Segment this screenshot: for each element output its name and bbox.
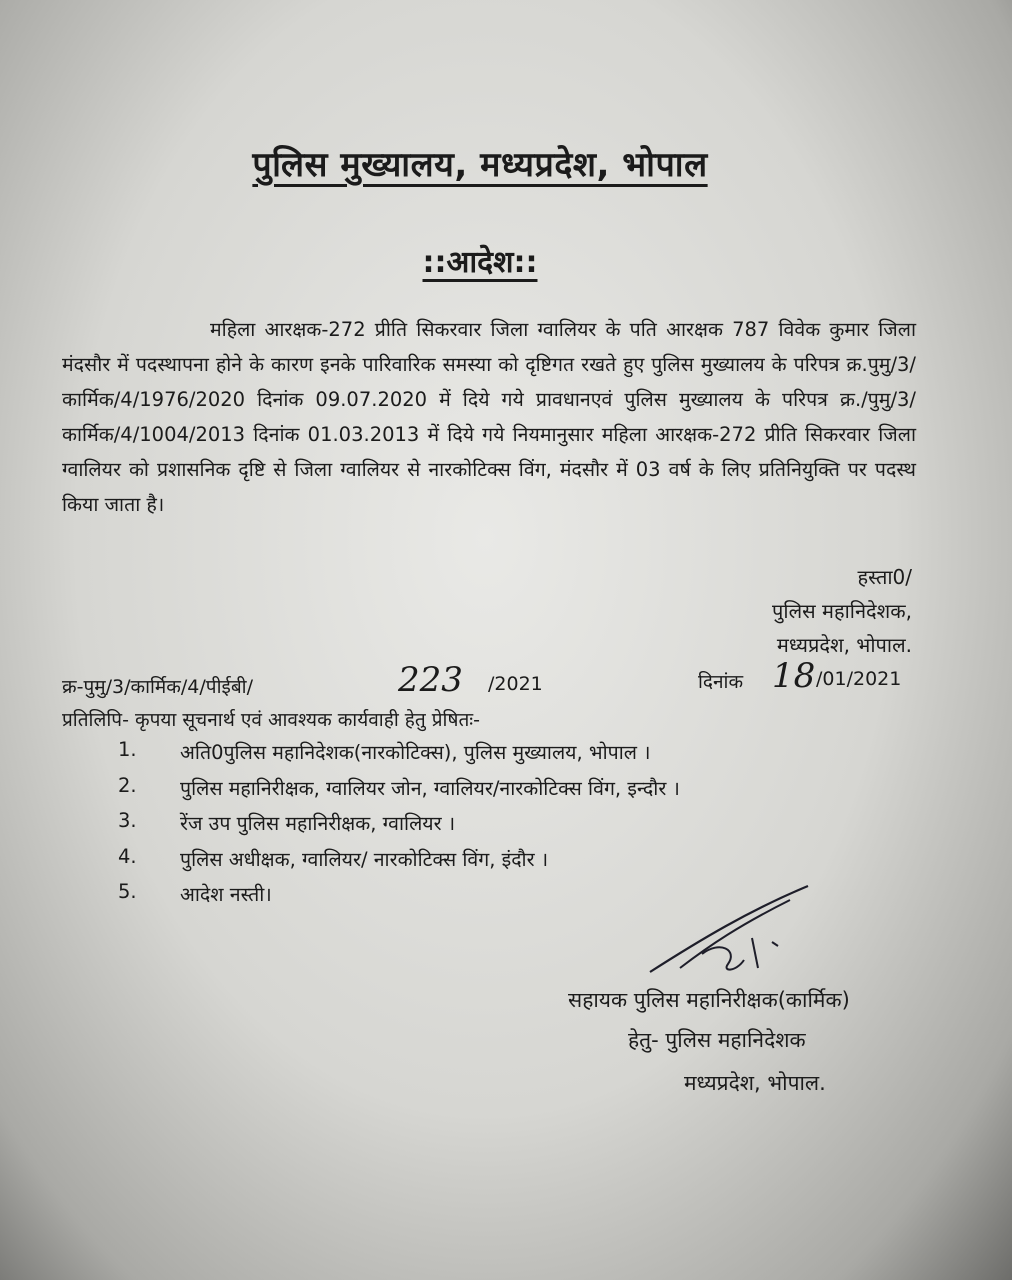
signed-mark: हस्ता0/ — [857, 565, 912, 589]
list-item-text: पुलिस अधीक्षक, ग्वालियर/ नारकोटिक्स विंग, इंदौर । — [180, 847, 549, 871]
list-item-text: पुलिस महानिरीक्षक, ग्वालियर जोन, ग्वालियर/नारकोटिक्स विंग, इन्दौर । — [180, 776, 680, 800]
list-item-text: अति0पुलिस महानिदेशक(नारकोटिक्स), पुलिस मुख्यालय, भोपाल । — [180, 741, 651, 764]
assistant-place: मध्यप्रदेश, भोपाल. — [684, 1071, 826, 1095]
list-item-number: 3. — [118, 809, 137, 832]
signatory-designation: पुलिस महानिदेशक, — [772, 599, 912, 623]
handwritten-number: 223 — [398, 660, 463, 700]
reference-year: /2021 — [488, 673, 543, 695]
list-item-number: 1. — [118, 738, 137, 761]
list-item-number: 4. — [118, 844, 137, 868]
handwritten-signature — [640, 880, 820, 980]
date-label: दिनांक — [698, 671, 744, 693]
office-title: पुलिस मुख्यालय, मध्यप्रदेश, भोपाल — [252, 145, 708, 185]
assistant-on-behalf: हेतु- पुलिस महानिदेशक — [628, 1028, 806, 1052]
list-item-text: रेंज उप पुलिस महानिरीक्षक, ग्वालियर । — [180, 812, 456, 835]
order-paragraph: महिला आरक्षक-272 प्रीति सिकरवार जिला ग्वालियर के पति आरक्षक 787 विवेक कुमार जिला मंदसौर में पदस्थापना होने के कारण इनके पारिवारिक समस्या को दृष्टिगत रखते हुए पुलिस मुख्यालय के परिपत्र क्र.पुमु/3/कार्मिक/4/1976/2020 दिनांक 09.07.2020 में दिये गये प्रावधानएवं पुलिस मुख्यालय के परिपत्र क्र./पुमु/3/कार्मिक/4/1004/2013 दिनांक 01.03.2013 में दिये गये नियमानुसार महिला आरक्षक-272 प्रीति सिकरवार जिला ग्वालियर को प्रशासनिक दृष्टि से जिला ग्वालियर से नारकोटिक्स विंग, मंदसौर में 03 वर्ष के लिए प्रतिनियुक्ति पर पदस्थ किया जाता है। — [62, 318, 916, 516]
signatory-place: मध्यप्रदेश, भोपाल. — [776, 633, 912, 657]
copy-to-heading: प्रतिलिपि- कृपया सूचनार्थ एवं आवश्यक कार्यवाही हेतु प्रेषितः- — [62, 709, 480, 731]
list-item-text: आदेश नस्ती। — [180, 883, 272, 906]
handwritten-day: 18 — [772, 656, 816, 696]
list-item-number: 5. — [118, 880, 137, 903]
list-item-number: 2. — [118, 773, 137, 797]
order-heading: ::आदेश:: — [422, 245, 538, 280]
signature-block — [772, 560, 912, 662]
assistant-title: सहायक पुलिस महानिरीक्षक(कार्मिक) — [568, 988, 850, 1012]
reference-prefix: क्र-पुमु/3/कार्मिक/4/पीईबी/ — [62, 676, 253, 698]
date-rest: /01/2021 — [816, 668, 902, 690]
reference-number — [62, 673, 253, 699]
